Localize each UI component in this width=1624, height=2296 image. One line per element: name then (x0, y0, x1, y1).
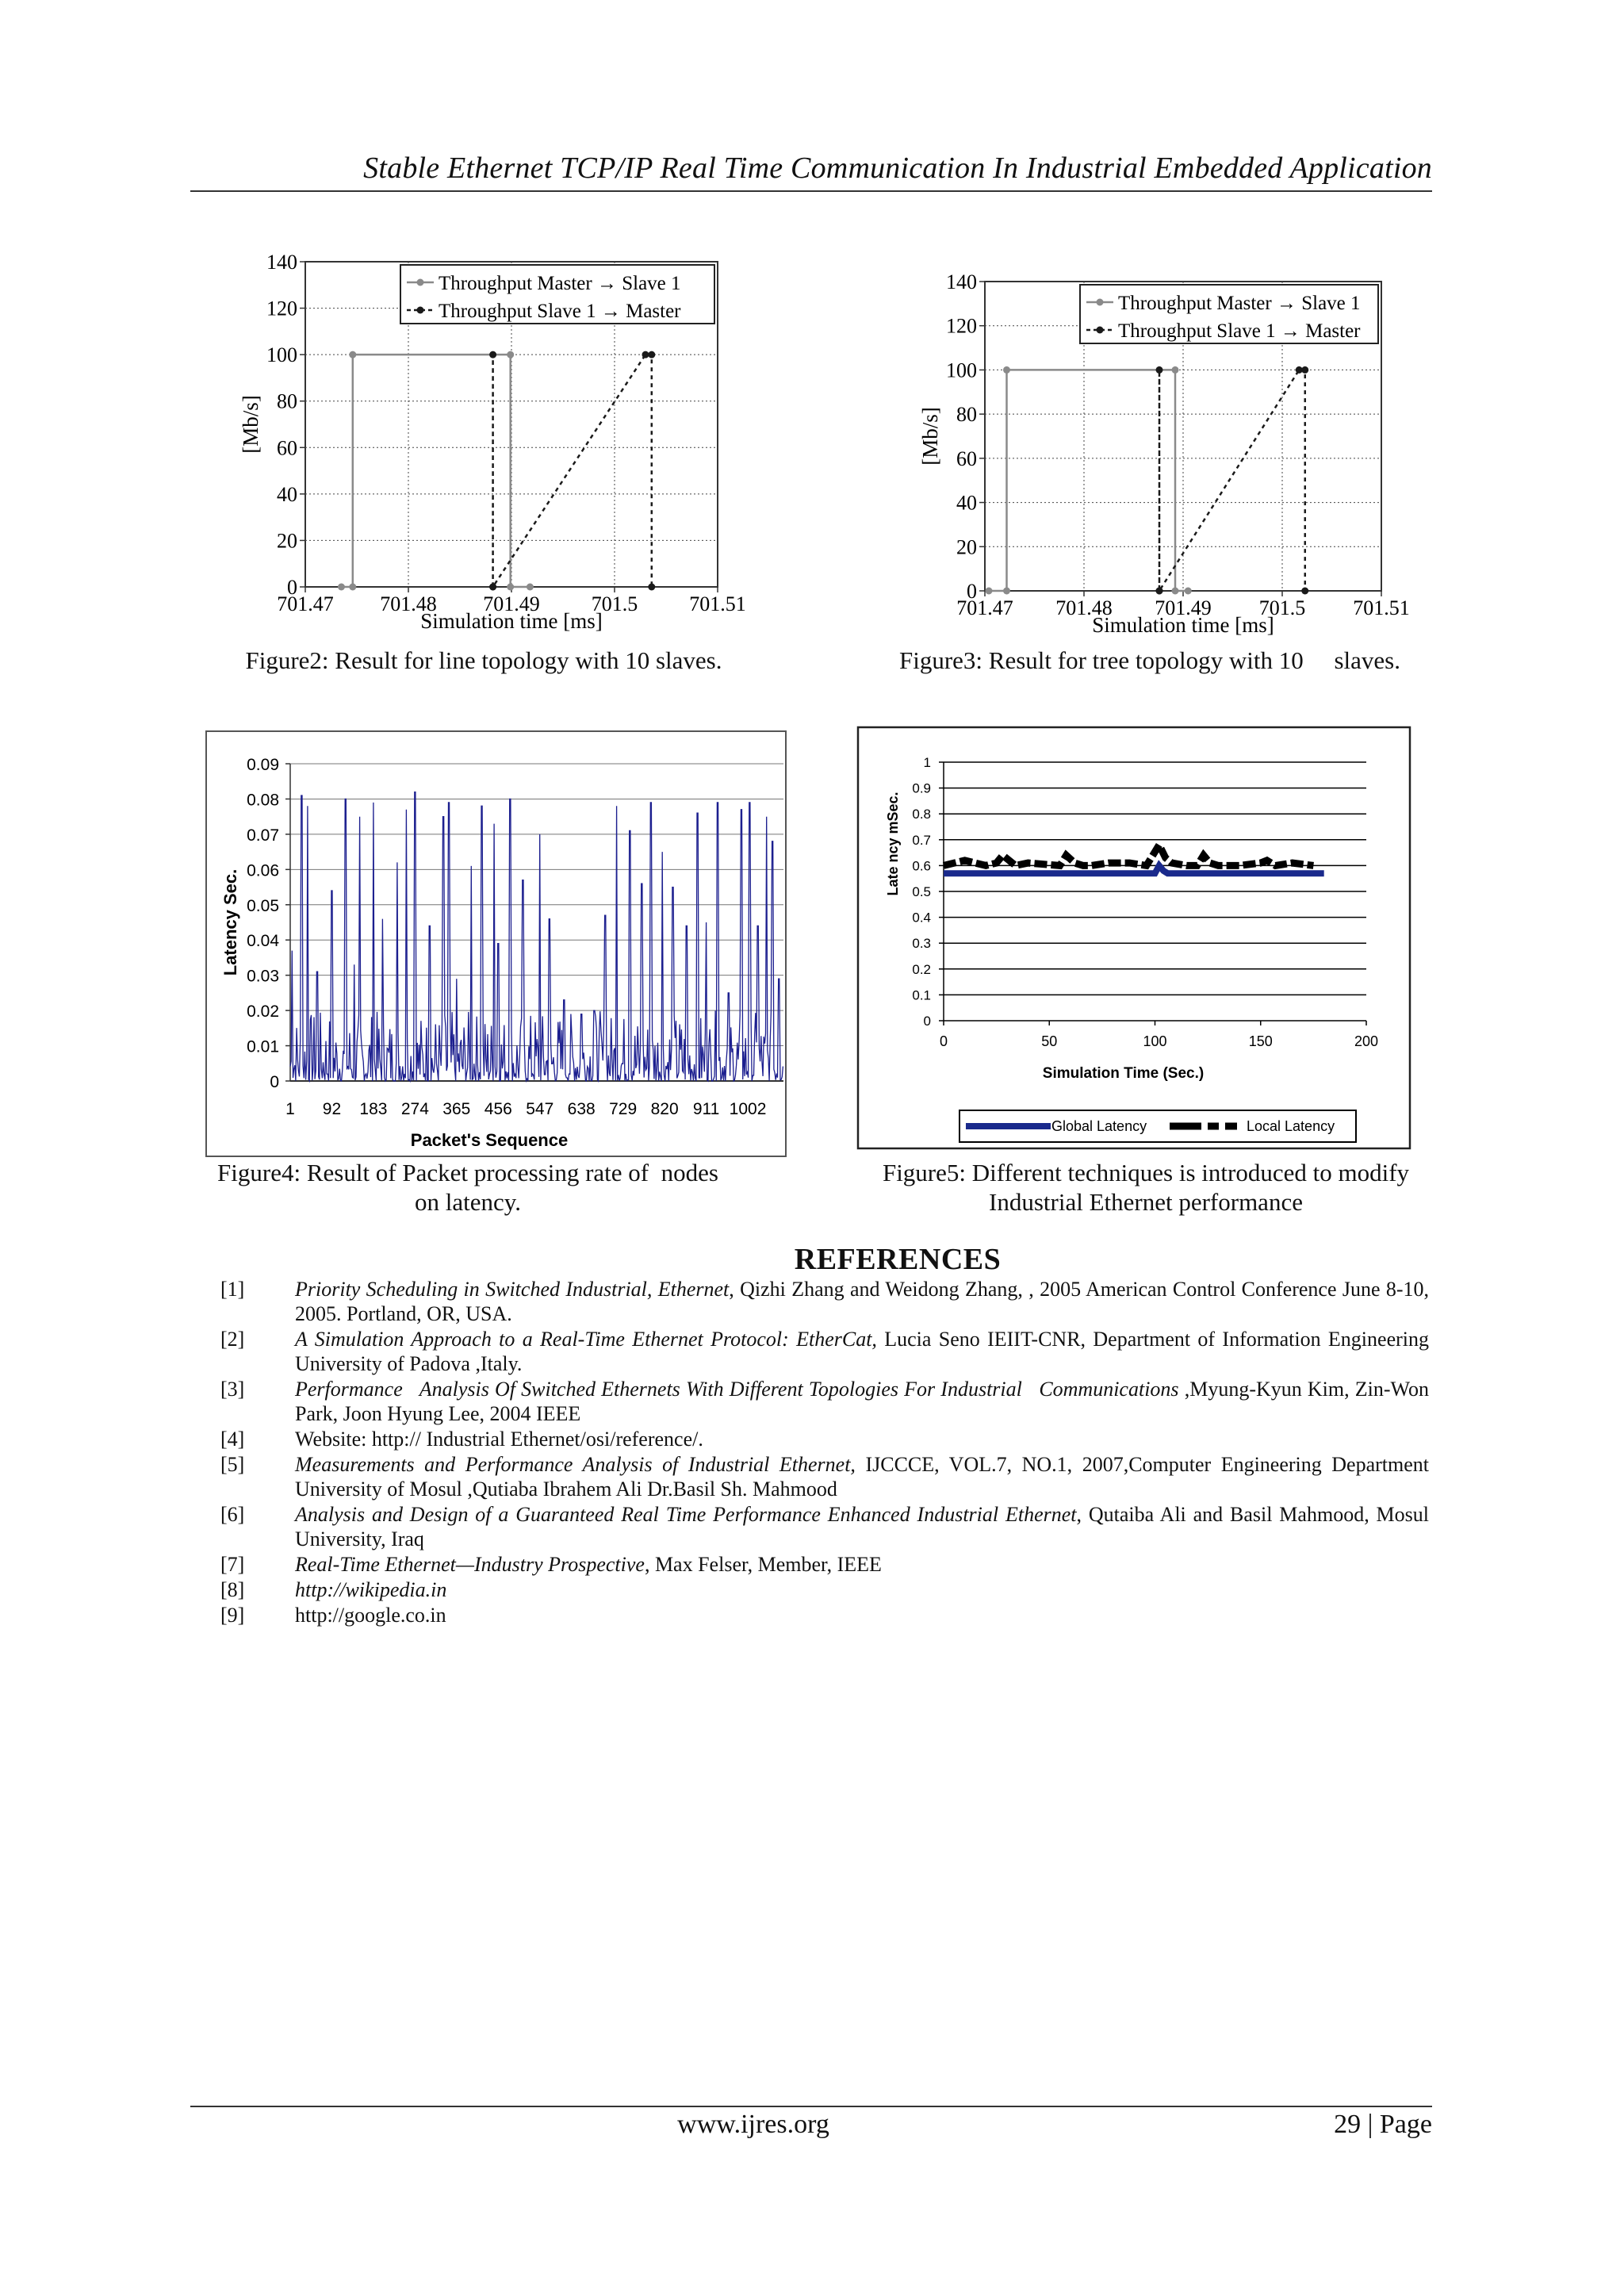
x-tick-label: 150 (1248, 1033, 1273, 1049)
y-tick-label: 0.09 (247, 756, 279, 774)
data-point (986, 588, 993, 595)
reference-title: Measurements and Performance Analysis of Industrial Ethernet, (295, 1453, 856, 1476)
data-point (1003, 366, 1010, 374)
x-tick-label: 1002 (729, 1100, 767, 1118)
data-point (507, 584, 514, 591)
reference-details: , Qutaiba Ali and Basil Mahmood, Mosul University, Iraq (295, 1503, 1429, 1550)
footer-rule (190, 2106, 1432, 2107)
reference-text (295, 1577, 1429, 1602)
reference-text (295, 1277, 1429, 1326)
y-tick-label: 120 (946, 314, 977, 338)
x-axis-label: Simulation time [ms] (1092, 613, 1274, 637)
x-tick-label: 701.47 (956, 596, 1013, 619)
reference-details: ,Myung-Kyun Kim, Zin-Won Park, Joon Hyung Lee, 2004 IEEE (295, 1378, 1429, 1425)
x-tick-label: 729 (609, 1100, 638, 1118)
data-point (349, 351, 356, 358)
x-tick-label: 701.48 (380, 592, 437, 615)
figure-4-caption-line-1: Figure4: Result of Packet processing rate of nodes (217, 1159, 718, 1186)
x-tick-label: 0 (939, 1033, 948, 1049)
legend-label: Throughput Master → Slave 1 (439, 273, 681, 294)
x-tick-label: 50 (1041, 1033, 1058, 1049)
y-tick-label: 0.01 (247, 1037, 279, 1056)
y-tick-label: 0.02 (247, 1002, 279, 1022)
legend-marker (1097, 299, 1104, 306)
reference-item (220, 1427, 1429, 1451)
reference-item (220, 1377, 1429, 1426)
x-tick-label: 701.5 (591, 592, 638, 615)
data-point (527, 584, 534, 591)
data-point (489, 351, 496, 358)
reference-number: [3] (220, 1378, 245, 1401)
y-tick-label: 0.5 (912, 884, 931, 899)
reference-details: , Max Felser, Member, IEEE (644, 1553, 882, 1576)
y-tick-label: 20 (277, 529, 297, 553)
y-tick-label: 100 (266, 343, 297, 367)
y-tick-label: 0.07 (247, 826, 279, 845)
y-tick-label: 0 (923, 1014, 931, 1029)
reference-title: Performance Analysis Of Switched Ethernets With Different Topologies For Industrial Communications (295, 1378, 1179, 1401)
legend-label: Throughput Master → Slave 1 (1118, 293, 1361, 314)
data-point (1172, 588, 1179, 595)
data-point (1003, 588, 1010, 595)
figure-2-caption: Figure2: Result for line topology with 10 slaves. (245, 646, 722, 674)
data-point (1156, 588, 1163, 595)
reference-number: [9] (220, 1604, 245, 1627)
reference-details[interactable]: Website: http:// Industrial Ethernet/osi/reference/. (295, 1428, 703, 1451)
y-tick-label: 80 (277, 389, 297, 413)
y-tick-label: 1 (923, 755, 931, 770)
reference-item (220, 1452, 1429, 1501)
figure-4-caption (198, 1158, 737, 1217)
legend-marker (1097, 327, 1104, 334)
x-tick-label: 638 (567, 1100, 596, 1118)
x-tick-label: 183 (359, 1100, 388, 1118)
y-tick-label: 0.08 (247, 791, 279, 810)
reference-number: [6] (220, 1503, 245, 1526)
reference-text (295, 1603, 1429, 1627)
figure-4-caption-line-2: on latency. (415, 1188, 521, 1216)
legend-marker (417, 279, 424, 286)
x-tick-label: 911 (692, 1100, 720, 1118)
reference-text (295, 1502, 1429, 1551)
figure-5-caption-line-1: Figure5: Different techniques is introduced to modify (882, 1159, 1410, 1186)
y-tick-label: 0.4 (912, 910, 931, 926)
reference-item (220, 1327, 1429, 1376)
figure-5-caption (856, 1158, 1435, 1217)
x-tick-label: 701.51 (689, 592, 746, 615)
reference-details: IJCCCE, VOL.7, NO.1, 2007,Computer Engineering Department University of Mosul ,Qutiaba Ibrahem Ali Dr.Basil Sh. Mahmood (295, 1453, 1429, 1501)
y-tick-label: 0.1 (912, 987, 931, 1003)
x-tick-label: 701.5 (1258, 596, 1306, 619)
x-axis-label: Simulation time [ms] (420, 609, 603, 633)
reference-number: [4] (220, 1428, 245, 1451)
reference-text (295, 1377, 1429, 1426)
y-axis-label: Latency Sec. (220, 868, 240, 976)
reference-item (220, 1577, 1429, 1602)
x-axis-label: Simulation Time (Sec.) (1042, 1065, 1205, 1082)
x-tick-label: 820 (650, 1100, 679, 1118)
x-tick-label: 1 (285, 1100, 295, 1118)
x-tick-label: 92 (322, 1100, 342, 1118)
x-tick-label: 547 (526, 1100, 554, 1118)
y-tick-label: 140 (946, 270, 977, 293)
data-point (648, 584, 655, 591)
reference-title: Analysis and Design of a Guaranteed Real Time Performance Enhanced Industrial Ethernet (295, 1503, 1077, 1526)
references-heading: REFERENCES (794, 1243, 1002, 1276)
reference-title: A Simulation Approach to a Real-Time Ethernet Protocol: EtherCat, (295, 1328, 877, 1351)
reference-number: [7] (220, 1553, 245, 1576)
reference-item (220, 1502, 1429, 1551)
x-tick-label: 100 (1143, 1033, 1167, 1049)
reference-title: Priority Scheduling in Switched Industrial, Ethernet (295, 1278, 730, 1301)
data-point (507, 351, 514, 358)
y-tick-label: 0.9 (912, 780, 931, 796)
legend-label: Global Latency (1051, 1118, 1147, 1134)
footer-url: www.ijres.org (677, 2110, 829, 2139)
data-point (1156, 366, 1163, 374)
data-point (338, 584, 345, 591)
y-tick-label: 0.05 (247, 896, 279, 915)
figure-3-chart (912, 266, 1419, 642)
y-tick-label: 0 (967, 580, 977, 603)
y-tick-label: 0.6 (912, 858, 931, 874)
figure-4-chart (205, 730, 787, 1158)
data-point (349, 584, 356, 591)
y-tick-label: 120 (266, 297, 297, 320)
x-tick-label: 456 (484, 1100, 512, 1118)
y-tick-label: 40 (956, 491, 977, 515)
data-point (1172, 366, 1179, 374)
y-tick-label: 0.8 (912, 807, 931, 822)
reference-number: [1] (220, 1278, 245, 1301)
y-tick-label: 0 (287, 576, 297, 599)
y-tick-label: 80 (956, 403, 977, 427)
data-point (489, 584, 496, 591)
reference-item (220, 1552, 1429, 1577)
header-rule (190, 190, 1432, 192)
y-tick-label: 0.06 (247, 861, 279, 880)
y-tick-label: 0.2 (912, 961, 931, 977)
y-tick-label: 100 (946, 358, 977, 382)
legend-label: Throughput Slave 1 → Master (1118, 320, 1361, 342)
reference-title[interactable]: http://wikipedia.in (295, 1578, 447, 1601)
x-tick-label: 701.49 (1155, 596, 1212, 619)
reference-item (220, 1603, 1429, 1627)
reference-text (295, 1552, 1429, 1577)
y-tick-label: 60 (956, 447, 977, 470)
x-tick-label: 701.51 (1353, 596, 1410, 619)
y-axis-label: Late ncy mSec. (885, 792, 901, 896)
data-point (648, 351, 655, 358)
data-point (1301, 366, 1308, 374)
x-tick-label: 701.48 (1055, 596, 1113, 619)
reference-details[interactable]: http://google.co.in (295, 1604, 446, 1627)
x-tick-label: 701.49 (483, 592, 540, 615)
page-number: 29 | Page (1334, 2110, 1432, 2139)
x-tick-label: 200 (1354, 1033, 1379, 1049)
y-axis-label: [Mb/s] (239, 395, 262, 454)
reference-item (220, 1277, 1429, 1326)
y-tick-label: 0 (270, 1073, 279, 1091)
x-tick-label: 274 (400, 1100, 429, 1118)
figure-3-caption: Figure3: Result for tree topology with 10 slaves. (899, 646, 1400, 674)
chart-border (858, 727, 1410, 1148)
data-point (1185, 588, 1192, 595)
legend-marker (417, 307, 424, 314)
reference-details: , Qizhi Zhang and Weidong Zhang, , 2005 American Control Conference June 8-10, 2005. Portland, OR, USA. (295, 1278, 1429, 1325)
y-tick-label: 140 (266, 251, 297, 274)
y-tick-label: 0.7 (912, 832, 931, 848)
y-tick-label: 0.04 (247, 932, 279, 951)
y-tick-label: 40 (277, 482, 297, 506)
y-tick-label: 60 (277, 436, 297, 460)
y-tick-label: 20 (956, 535, 977, 559)
figure-5-caption-line-2: Industrial Ethernet performance (989, 1188, 1303, 1216)
reference-details: Lucia Seno IEIIT-CNR, Department of Information Engineering University of Padova ,Italy. (295, 1328, 1429, 1375)
reference-number: [5] (220, 1453, 245, 1476)
figure-2-chart (230, 246, 746, 642)
reference-text (295, 1327, 1429, 1376)
reference-text (295, 1452, 1429, 1501)
y-tick-label: 0.3 (912, 936, 931, 952)
y-axis-label: [Mb/s] (918, 407, 942, 466)
x-tick-label: 701.47 (277, 592, 334, 615)
legend-label: Throughput Slave 1 → Master (439, 301, 681, 322)
reference-number: [8] (220, 1578, 245, 1601)
reference-title: Real-Time Ethernet—Industry Prospective (295, 1553, 645, 1576)
y-tick-label: 0.03 (247, 967, 279, 986)
x-axis-label: Packet's Sequence (410, 1130, 569, 1150)
legend-label: Local Latency (1247, 1118, 1335, 1134)
reference-number: [2] (220, 1328, 245, 1351)
x-tick-label: 365 (442, 1100, 471, 1118)
reference-text (295, 1427, 1429, 1451)
running-header: Stable Ethernet TCP/IP Real Time Communication In Industrial Embedded Application (363, 151, 1432, 185)
data-point (642, 351, 649, 358)
data-point (1301, 588, 1308, 595)
figure-5-chart (856, 726, 1411, 1150)
